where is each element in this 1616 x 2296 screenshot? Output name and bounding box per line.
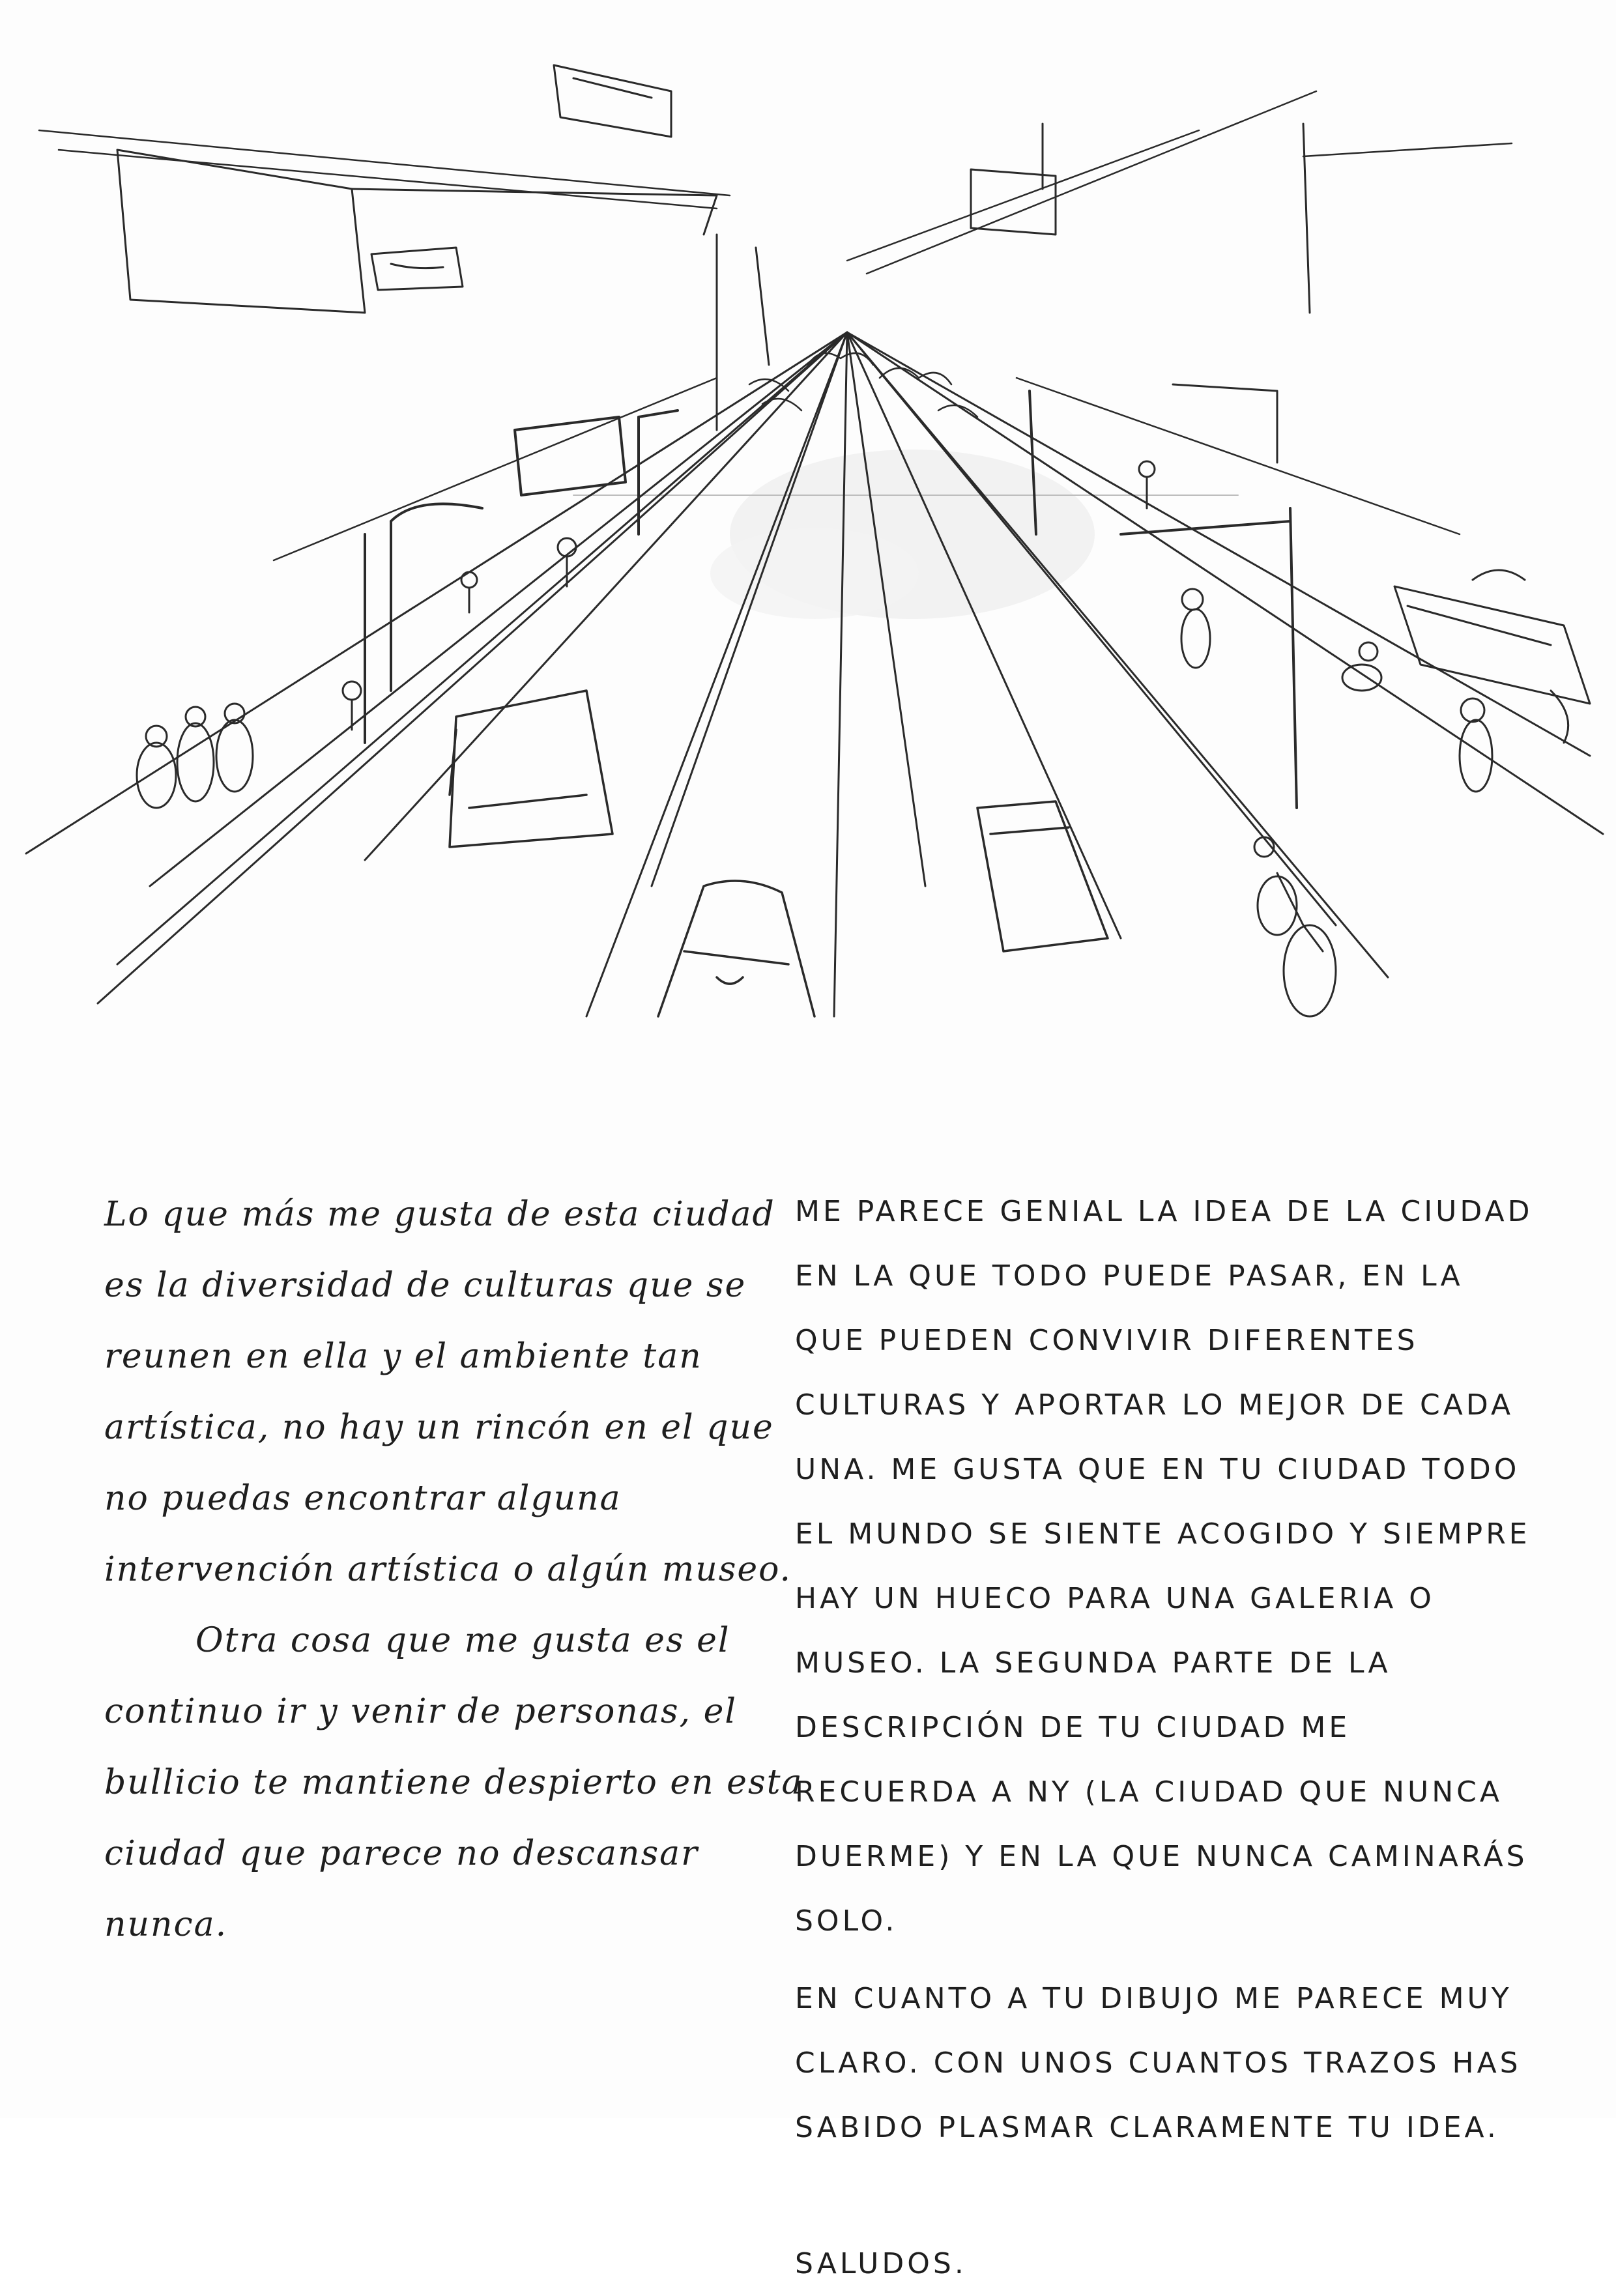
right-handwritten-note [795,1179,1538,2296]
street-perspective-sketch [0,39,1616,1055]
right-note-signoff: SALUDOS. [795,2247,967,2280]
right-note-paragraph-2: EN CUANTO A TU DIBUJO ME PARECE MUY CLARO. CON UNOS CUANTOS TRAZOS HAS SABIDO PLASMAR CLARAMENTE TU IDEA. [795,1982,1522,2144]
left-note-paragraph-2: Otra cosa que me gusta es el continuo ir y venir de personas, el bullicio te mantiene despierto en esta ciudad que parece no descansar nunca. [104,1621,803,1944]
left-handwritten-note [104,1179,808,1960]
right-note-paragraph-1: ME PARECE GENIAL LA IDEA DE LA CIUDAD EN LA QUE TODO PUEDE PASAR, EN LA QUE PUEDEN CONVIVIR DIFERENTES CULTURAS Y APORTAR LO MEJOR DE CADA UNA. ME GUSTA QUE EN TU CIUDAD TODO EL MUNDO SE SIENTE ACOGIDO Y SIEMPRE HAY UN HUECO PARA UNA GALERIA O MUSEO. LA SEGUNDA PARTE DE LA DESCRIPCIÓN DE TU CIUDAD ME RECUERDA A NY (LA CIUDAD QUE NUNCA DUERME) Y EN LA QUE NUNCA CAMINARÁS SOLO. [795,1195,1533,1938]
street-sketch-drawing [0,39,1616,1055]
left-note-paragraph-1: Lo que más me gusta de esta ciudad es la diversidad de culturas que se reunen en ella y el ambiente tan artística, no hay un rincón en el que no puedas encontrar alguna intervención artística o algún museo. [104,1195,792,1589]
